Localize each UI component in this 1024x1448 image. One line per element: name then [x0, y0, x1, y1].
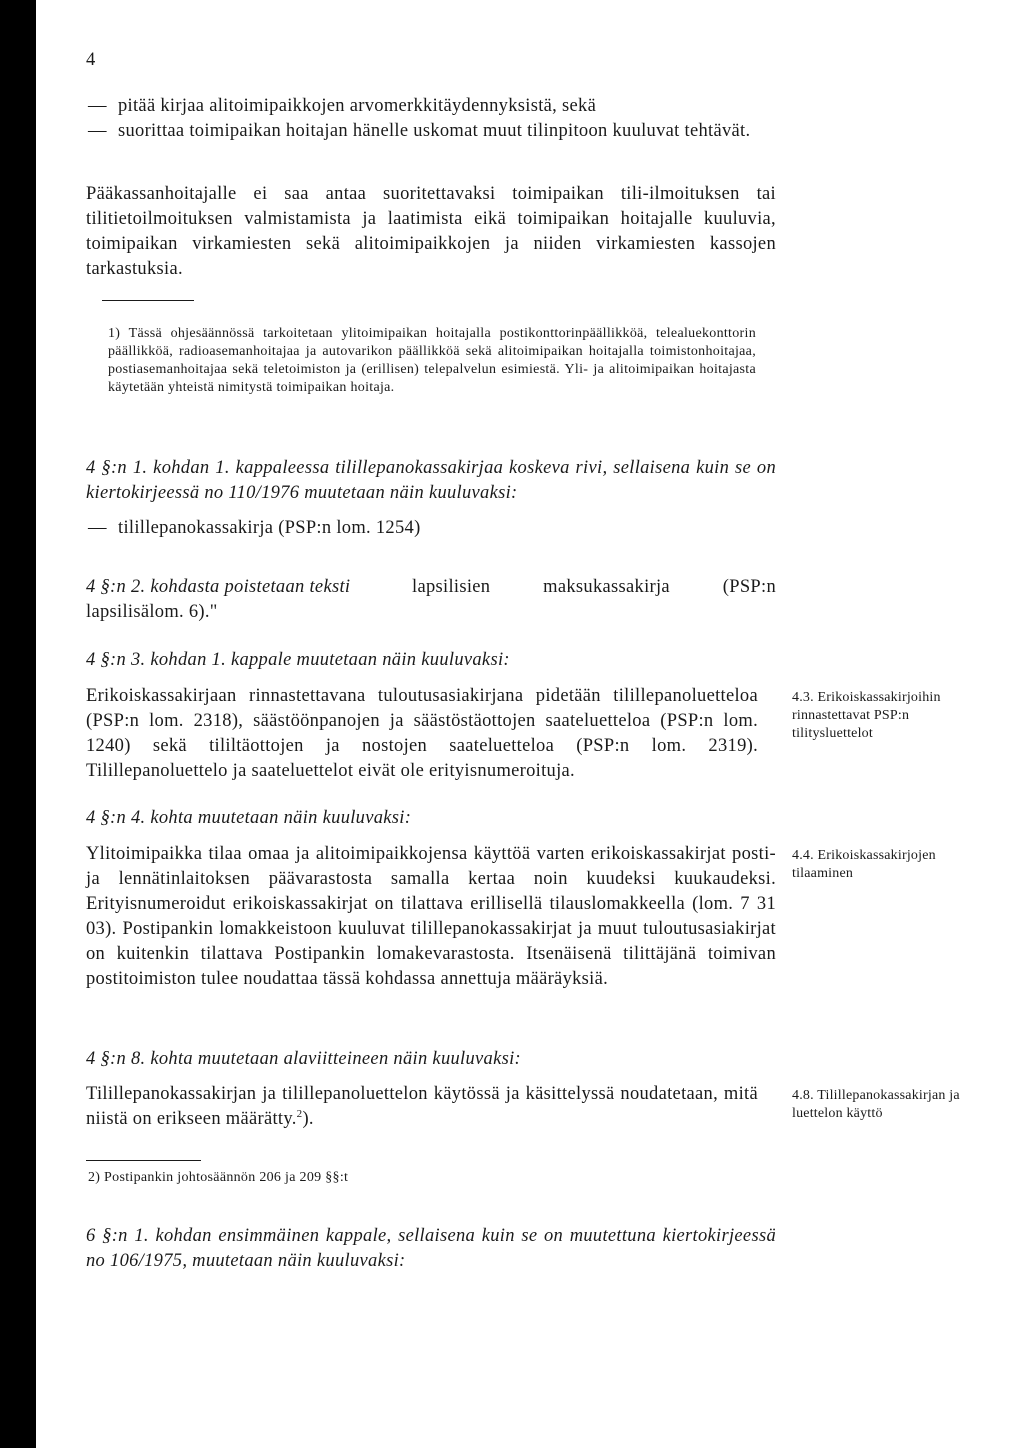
footnote-rule [86, 1160, 201, 1161]
margin-note-4-4: 4.4. Erikoiskassakirjojen tilaaminen [792, 848, 936, 881]
footnote-rule [102, 300, 194, 301]
section-4-8-end: ). [302, 1109, 314, 1129]
margin-note-4-3: 4.3. Erikoiskassakirjoihin rinnastettavat PSP:n tilitysluettelot [792, 690, 941, 741]
section-4-8-heading: 4 §:n 8. kohta muutetaan alaviitteineen näin kuuluvaksi: [86, 1049, 522, 1069]
paragraph-kassojen-tarkastus: Pääkassanhoitajalle ei saa antaa suoritettavaksi toimipaikan tili-ilmoituksen tai tilitietoilmoituksen valmistamista ja laatimista eikä toimipaikan hoitajalle kuuluvia, toimipaikan virkamiesten sekä alitoimipaikkojen ja niiden virkamiesten kassojen tarkastuksia. [86, 184, 776, 279]
margin-note-4-8: 4.8. Tilillepanokassakirjan ja luettelon käyttö [792, 1088, 960, 1121]
section-4-8-text [86, 1082, 758, 1132]
section-4-4-text: Ylitoimipaikka tilaa omaa ja alitoimipaikkojensa käyttöä varten erikoiskassakirjat posti- ja lennätinlaitoksen päävarastosta samalla kertaa noin kuudeksi kuukaudeksi. Erityisnumeroidut erikoiskassakirjat on tilattava erillisellä tilauslomakkeella (lom. 7 31 03). Postipankin lomakkeistoon kuuluvat tilillepanokassakirjat ja muut tuloutusasiakirjat on kuitenkin tilattava Postipankin lomakevarastosta. Itsenäisenä tilittäjänä toimivan postitoimiston tulee noudattaa tässä kohdassa annettuja määräyksiä. [86, 844, 776, 989]
section-4-3-text: Erikoiskassakirjaan rinnastettavana tuloutusasiakirjana pidetään tilillepanoluetteloa (PSP:n lom. 2318), säästöönpanojen ja säästöstäottojen saateluetteloa (PSP:n lom. 1240) sekä tililtäottojen ja nostojen saateluetteloa (PSP:n lom. 2319). Tilillepanoluettelo ja saateluettelot eivät ole erityisnumeroituja. [86, 686, 758, 781]
list-dash: — [88, 121, 107, 141]
list-item-text: pitää kirjaa alitoimipaikkojen arvomerkkitäydennyksistä, sekä [118, 96, 597, 116]
section-4-2-heading: 4 §:n 2. kohdasta poistetaan teksti [86, 577, 351, 597]
section-4-1-item [88, 516, 778, 541]
scan-edge-bar [0, 0, 36, 1448]
section-4-1-heading: 4 §:n 1. kohdan 1. kappaleessa tilillepanokassakirjaa koskeva rivi, sellaisena kuin se on kiertokirjeessä no 110/1976 muutetaan näin kuuluvaksi: [86, 458, 776, 503]
section-4-3-heading: 4 §:n 3. kohdan 1. kappale muutetaan näin kuuluvaksi: [86, 650, 510, 670]
footnote-1: 1) Tässä ohjesäännössä tarkoitetaan ylitoimipaikan hoitajalla postikonttorinpäällikköä, telealuekonttorin päällikköä, radioasemanhoitajaa ja autovarikon päällikköä sekä alitoimipaikan hoitajalla toimistonhoitajaa, postiasemanhoitajaa sekä teletoimiston ja (erillisen) telepalvelun esimiestä. Yli- ja alitoimipaikan hoitajasta käytetään yhteistä nimitystä toimipaikan hoitaja. [108, 326, 756, 395]
section-6-1-heading: 6 §:n 1. kohdan ensimmäinen kappale, sellaisena kuin se on muutettuna kiertokirjeessä no 106/1975, muutetaan näin kuuluvaksi: [86, 1226, 776, 1271]
section-4-8-body: Tilillepanokassakirjan ja tilillepanoluettelon käytössä ja käsittelyssä noudatetaan, mitä niistä on erikseen määrätty. [86, 1084, 758, 1129]
list-dash: — [88, 518, 107, 538]
list-item [88, 94, 788, 119]
footnote-ref-2: 2 [296, 1107, 303, 1120]
footnote-2: 2) Postipankin johtosäännön 206 ja 209 §§:t [88, 1170, 349, 1185]
page-number: 4 [86, 50, 96, 70]
section-4-4-heading: 4 §:n 4. kohta muutetaan näin kuuluvaksi: [86, 808, 412, 828]
intro-list [88, 94, 788, 144]
section-4-2-text: lapsilisien maksukassakirja (PSP:n lapsilisälom. 6)." [86, 577, 776, 622]
list-item-text: suorittaa toimipaikan hoitajan hänelle uskomat muut tilinpitoon kuuluvat tehtävät. [118, 121, 751, 141]
list-item [88, 119, 788, 144]
list-item-text: tilillepanokassakirja (PSP:n lom. 1254) [118, 518, 421, 538]
list-dash: — [88, 96, 107, 116]
